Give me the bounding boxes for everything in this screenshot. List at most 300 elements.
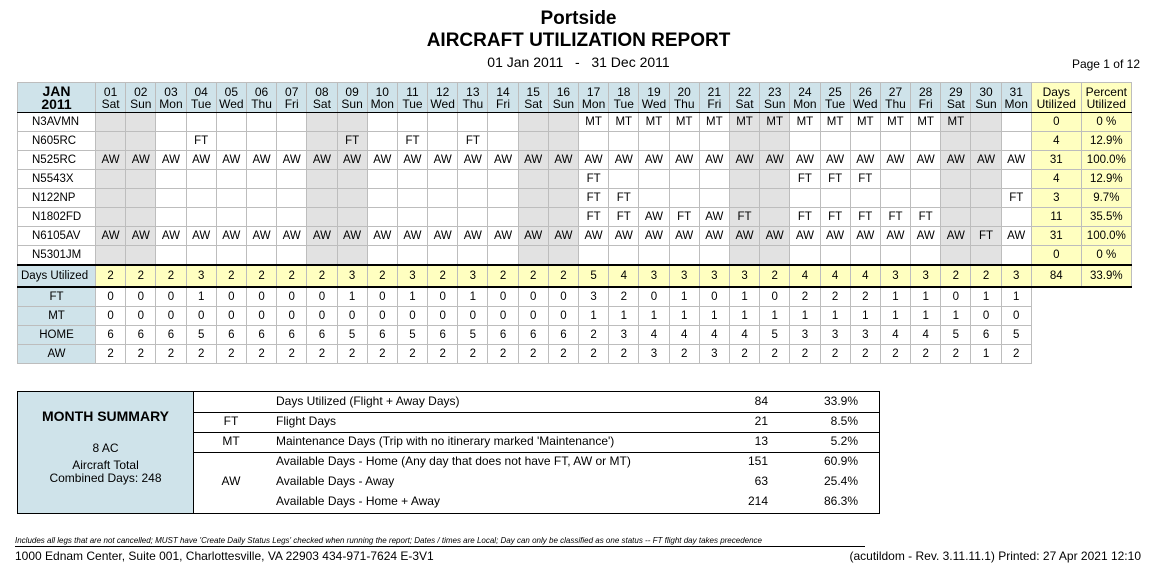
page-number: Page 1 of 12: [1071, 57, 1140, 71]
status-count-cell: 2: [820, 287, 850, 307]
days-utilized-cell: 2: [428, 265, 458, 287]
day-status-cell: [669, 170, 699, 189]
day-status-cell: [729, 132, 759, 151]
day-header: [941, 83, 971, 113]
days-utilized-cell: 2: [246, 265, 276, 287]
day-status-cell: AW: [699, 208, 729, 227]
summary-days: 151: [747, 454, 768, 468]
status-count-cell: 5: [1001, 326, 1031, 345]
day-status-cell: AW: [760, 151, 790, 170]
status-count-cell: 6: [307, 326, 337, 345]
day-status-cell: [941, 208, 971, 227]
days-utilized-cell: 4: [820, 265, 850, 287]
day-status-cell: [699, 246, 729, 266]
day-status-cell: AW: [911, 151, 941, 170]
day-status-cell: AW: [307, 151, 337, 170]
spacer: [1031, 326, 1081, 345]
day-status-cell: [307, 246, 337, 266]
status-count-cell: 2: [186, 345, 216, 364]
day-status-cell: [880, 246, 910, 266]
day-status-cell: [96, 246, 126, 266]
day-status-cell: FT: [729, 208, 759, 227]
day-number: 30: [979, 84, 993, 99]
day-status-cell: [307, 208, 337, 227]
day-status-cell: AW: [579, 151, 609, 170]
day-status-cell: MT: [609, 113, 639, 132]
day-status-cell: [397, 189, 427, 208]
day-status-cell: AW: [277, 227, 307, 246]
day-status-cell: [337, 189, 367, 208]
day-status-cell: [699, 132, 729, 151]
days-utilized-cell: 2: [941, 265, 971, 287]
day-status-cell: [246, 208, 276, 227]
day-status-cell: [216, 170, 246, 189]
days-utilized-cell: 2: [518, 265, 548, 287]
day-status-cell: [428, 170, 458, 189]
day-status-cell: [1001, 113, 1031, 132]
aircraft-row: [18, 132, 1132, 151]
status-count-cell: 2: [126, 345, 156, 364]
status-count-cell: 1: [669, 287, 699, 307]
status-count-cell: 1: [790, 307, 820, 326]
days-utilized-cell: 3: [880, 265, 910, 287]
day-status-cell: AW: [518, 227, 548, 246]
day-status-cell: [488, 170, 518, 189]
days-utilized-cell: 5: [579, 265, 609, 287]
day-status-cell: AW: [488, 227, 518, 246]
day-status-cell: [699, 170, 729, 189]
day-status-cell: [971, 132, 1001, 151]
day-status-cell: AW: [790, 151, 820, 170]
aircraft-row: [18, 170, 1132, 189]
day-status-cell: [729, 170, 759, 189]
day-number: 19: [647, 84, 661, 99]
status-count-cell: 1: [850, 307, 880, 326]
day-status-cell: [820, 246, 850, 266]
day-status-cell: [277, 208, 307, 227]
status-count-cell: 1: [186, 287, 216, 307]
status-count-cell: 2: [518, 345, 548, 364]
aircraft-percent-utilized: 100.0%: [1081, 151, 1131, 170]
days-utilized-cell: 3: [1001, 265, 1031, 287]
day-weekday: Tue: [824, 96, 846, 111]
day-weekday: Wed: [430, 96, 455, 111]
days-utilized-cell: 2: [367, 265, 397, 287]
aircraft-tail: N5543X: [18, 170, 96, 189]
report-title: AIRCRAFT UTILIZATION REPORT: [426, 30, 731, 51]
summary-code: FT: [223, 414, 239, 428]
day-status-cell: [428, 113, 458, 132]
day-status-cell: [639, 189, 669, 208]
day-status-cell: [126, 132, 156, 151]
status-count-cell: 1: [397, 287, 427, 307]
summary-description: Maintenance Days (Trip with no itinerary marked 'Maintenance'): [276, 434, 615, 448]
days-utilized-percent: 33.9%: [1081, 265, 1131, 287]
status-count-cell: 6: [367, 326, 397, 345]
day-header: [639, 83, 669, 113]
day-header: [367, 83, 397, 113]
day-status-cell: [548, 170, 578, 189]
day-header: [397, 83, 427, 113]
spacer: [1081, 307, 1131, 326]
day-number: 05: [224, 84, 239, 99]
day-status-cell: AW: [307, 227, 337, 246]
day-status-cell: [458, 170, 488, 189]
day-weekday: Mon: [581, 96, 606, 111]
day-status-cell: FT: [880, 208, 910, 227]
day-status-cell: [760, 189, 790, 208]
days-utilized-cell: 3: [911, 265, 941, 287]
status-count-cell: 1: [880, 287, 910, 307]
status-count-cell: 1: [729, 307, 759, 326]
status-count-cell: 0: [971, 307, 1001, 326]
status-count-cell: 2: [216, 345, 246, 364]
status-count-cell: 0: [548, 307, 578, 326]
status-count-cell: 6: [971, 326, 1001, 345]
status-count-cell: 2: [820, 345, 850, 364]
day-status-cell: [96, 113, 126, 132]
status-count-cell: 0: [428, 307, 458, 326]
day-status-cell: [518, 170, 548, 189]
day-status-cell: [186, 189, 216, 208]
day-header: [458, 83, 488, 113]
status-count-cell: 2: [548, 345, 578, 364]
status-label: AW: [18, 345, 96, 364]
day-status-cell: AW: [156, 227, 186, 246]
day-status-cell: [488, 189, 518, 208]
summary-percent: 25.4%: [823, 474, 858, 488]
status-count-cell: 3: [639, 345, 669, 364]
footer-printed: (acutildom - Rev. 3.11.11.1) Printed: 27 Apr 2021 12:10: [849, 549, 1141, 563]
day-weekday: Wed: [641, 96, 667, 111]
day-status-cell: [156, 113, 186, 132]
status-count-cell: 2: [790, 287, 820, 307]
day-status-cell: [96, 170, 126, 189]
day-header: [337, 83, 367, 113]
percent-utilized-header: Percent Utilized: [1081, 83, 1131, 113]
day-status-cell: [277, 246, 307, 266]
day-status-cell: [760, 246, 790, 266]
summary-days: 214: [747, 494, 768, 508]
summary-divider: [193, 412, 879, 413]
day-status-cell: [277, 170, 307, 189]
aircraft-percent-utilized: 0 %: [1081, 113, 1131, 132]
day-status-cell: [1001, 132, 1031, 151]
day-status-cell: [548, 189, 578, 208]
status-count-cell: 0: [307, 287, 337, 307]
day-status-cell: AW: [397, 151, 427, 170]
status-count-cell: 3: [850, 326, 880, 345]
day-status-cell: [579, 246, 609, 266]
day-status-cell: AW: [548, 151, 578, 170]
day-status-cell: [246, 246, 276, 266]
day-header: [729, 83, 759, 113]
day-status-cell: AW: [488, 151, 518, 170]
days-utilized-cell: 4: [850, 265, 880, 287]
day-status-cell: [428, 189, 458, 208]
day-weekday: Mon: [159, 96, 183, 111]
day-weekday: Sat: [312, 96, 331, 111]
day-header: [850, 83, 880, 113]
day-status-cell: FT: [397, 132, 427, 151]
day-status-cell: [850, 189, 880, 208]
company-name: Portside: [540, 8, 617, 29]
day-status-cell: AW: [880, 151, 910, 170]
summary-percent: 60.9%: [823, 454, 858, 468]
day-status-cell: [126, 246, 156, 266]
day-number: 22: [737, 84, 752, 99]
day-status-cell: AW: [699, 151, 729, 170]
day-header: [518, 83, 548, 113]
day-weekday: Fri: [496, 96, 511, 111]
date-start: 01 Jan 2011: [487, 54, 564, 70]
status-count-cell: 0: [488, 287, 518, 307]
day-status-cell: [397, 246, 427, 266]
day-status-cell: [397, 113, 427, 132]
day-status-cell: [428, 132, 458, 151]
day-status-cell: MT: [941, 113, 971, 132]
status-count-cell: 1: [941, 307, 971, 326]
status-count-cell: 2: [337, 345, 367, 364]
day-status-cell: AW: [1001, 151, 1031, 170]
day-status-cell: [880, 189, 910, 208]
day-weekday: Sun: [975, 96, 997, 111]
day-status-cell: MT: [820, 113, 850, 132]
day-status-cell: [216, 113, 246, 132]
status-count-cell: 2: [850, 287, 880, 307]
days-utilized-cell: 3: [669, 265, 699, 287]
summary-percent: 8.5%: [830, 414, 858, 428]
day-header: [579, 83, 609, 113]
day-status-cell: [397, 170, 427, 189]
day-status-cell: [548, 113, 578, 132]
day-status-cell: MT: [850, 113, 880, 132]
day-status-cell: [216, 208, 246, 227]
aircraft-row: [18, 189, 1132, 208]
day-status-cell: AW: [850, 151, 880, 170]
summary-percent: 86.3%: [823, 494, 858, 508]
status-count-cell: 2: [277, 345, 307, 364]
day-status-cell: FT: [337, 132, 367, 151]
summary-percent: 33.9%: [823, 394, 858, 408]
status-count-cell: 2: [609, 345, 639, 364]
day-status-cell: [246, 189, 276, 208]
day-status-cell: [156, 208, 186, 227]
day-status-cell: [277, 113, 307, 132]
day-status-cell: [337, 113, 367, 132]
day-status-cell: AW: [458, 151, 488, 170]
day-status-cell: [126, 189, 156, 208]
aircraft-percent-utilized: 0 %: [1081, 246, 1131, 266]
day-status-cell: AW: [337, 227, 367, 246]
days-utilized-cell: 4: [609, 265, 639, 287]
status-count-row: [18, 326, 1132, 345]
summary-days: 84: [754, 394, 768, 408]
day-status-cell: [880, 170, 910, 189]
day-status-cell: AW: [971, 151, 1001, 170]
day-status-cell: FT: [609, 189, 639, 208]
aircraft-count: 8 AC: [92, 441, 119, 455]
day-status-cell: [518, 208, 548, 227]
day-status-cell: [246, 132, 276, 151]
day-header: [216, 83, 246, 113]
day-status-cell: AW: [609, 151, 639, 170]
day-header: [488, 83, 518, 113]
day-status-cell: [518, 132, 548, 151]
day-number: 14: [496, 84, 510, 99]
status-count-cell: 0: [96, 307, 126, 326]
day-status-cell: [518, 113, 548, 132]
status-count-cell: 3: [579, 287, 609, 307]
aircraft-row: [18, 113, 1132, 132]
day-status-cell: AW: [639, 151, 669, 170]
day-status-cell: AW: [850, 227, 880, 246]
status-count-cell: 2: [246, 345, 276, 364]
status-count-cell: 0: [216, 307, 246, 326]
day-weekday: Tue: [402, 96, 423, 111]
day-weekday: Thu: [885, 96, 906, 111]
day-status-cell: AW: [367, 151, 397, 170]
day-status-cell: [911, 189, 941, 208]
day-number: 18: [617, 84, 631, 99]
day-status-cell: [96, 208, 126, 227]
days-utilized-cell: 2: [216, 265, 246, 287]
day-status-cell: AW: [96, 151, 126, 170]
status-count-cell: 2: [579, 326, 609, 345]
day-status-cell: [246, 170, 276, 189]
day-weekday: Sun: [341, 96, 363, 111]
aircraft-days-utilized: 3: [1031, 189, 1081, 208]
summary-row: [18, 414, 879, 434]
day-status-cell: [428, 208, 458, 227]
day-number: 16: [556, 84, 571, 99]
day-status-cell: [639, 132, 669, 151]
day-status-cell: [156, 189, 186, 208]
day-number: 04: [194, 84, 208, 99]
status-count-cell: 0: [518, 307, 548, 326]
days-utilized-cell: 3: [458, 265, 488, 287]
day-status-cell: AW: [911, 227, 941, 246]
aircraft-row: [18, 208, 1132, 227]
day-status-cell: [971, 246, 1001, 266]
day-number: 20: [677, 84, 691, 99]
aircraft-total-label: Aircraft Total: [72, 458, 139, 472]
status-count-cell: 0: [246, 287, 276, 307]
day-status-cell: FT: [579, 208, 609, 227]
day-header: [156, 83, 186, 113]
status-count-cell: 0: [367, 307, 397, 326]
status-count-cell: 2: [790, 345, 820, 364]
days-utilized-label: Days Utilized: [18, 265, 96, 287]
day-status-cell: AW: [458, 227, 488, 246]
aircraft-days-utilized: 31: [1031, 151, 1081, 170]
day-weekday: Wed: [853, 96, 878, 111]
status-count-cell: 0: [428, 287, 458, 307]
day-status-cell: FT: [609, 208, 639, 227]
combined-days: Combined Days: 248: [49, 471, 162, 485]
day-status-cell: FT: [971, 227, 1001, 246]
aircraft-row: [18, 227, 1132, 246]
day-status-cell: MT: [729, 113, 759, 132]
day-status-cell: [488, 246, 518, 266]
aircraft-days-utilized: 0: [1031, 246, 1081, 266]
month-year: 2011: [41, 95, 72, 112]
day-status-cell: FT: [579, 170, 609, 189]
day-header: [307, 83, 337, 113]
status-count-cell: 1: [579, 307, 609, 326]
day-status-cell: [186, 246, 216, 266]
day-status-cell: [307, 132, 337, 151]
status-label: FT: [18, 287, 96, 307]
status-count-cell: 0: [337, 307, 367, 326]
status-count-cell: 0: [216, 287, 246, 307]
status-count-cell: 0: [458, 307, 488, 326]
day-status-cell: AW: [126, 151, 156, 170]
day-weekday: Thu: [462, 96, 484, 111]
day-header: [246, 83, 276, 113]
days-utilized-row: [18, 265, 1132, 287]
summary-divider: [193, 452, 879, 453]
day-status-cell: AW: [428, 227, 458, 246]
days-utilized-cell: 3: [397, 265, 427, 287]
day-status-cell: MT: [880, 113, 910, 132]
days-utilized-cell: 2: [307, 265, 337, 287]
day-status-cell: AW: [699, 227, 729, 246]
status-count-cell: 1: [337, 287, 367, 307]
day-number: 09: [345, 84, 359, 99]
day-number: 27: [888, 84, 903, 99]
day-status-cell: [156, 246, 186, 266]
day-status-cell: [337, 246, 367, 266]
day-number: 06: [254, 84, 269, 99]
day-header: [548, 83, 578, 113]
status-count-cell: 0: [367, 287, 397, 307]
month-summary: [17, 391, 880, 514]
day-header: [820, 83, 850, 113]
status-count-cell: 5: [458, 326, 488, 345]
status-count-cell: 2: [156, 345, 186, 364]
status-count-row: [18, 345, 1132, 364]
status-count-cell: 0: [186, 307, 216, 326]
day-weekday: Mon: [1004, 96, 1028, 111]
status-count-cell: 3: [820, 326, 850, 345]
days-utilized-cell: 3: [337, 265, 367, 287]
day-status-cell: [1001, 170, 1031, 189]
day-weekday: Sun: [764, 96, 786, 111]
day-status-cell: [850, 246, 880, 266]
day-status-cell: AW: [186, 227, 216, 246]
month-name: JAN: [42, 82, 71, 99]
day-status-cell: [367, 189, 397, 208]
status-count-cell: 2: [669, 345, 699, 364]
day-status-cell: AW: [397, 227, 427, 246]
status-count-cell: 4: [669, 326, 699, 345]
day-status-cell: [337, 170, 367, 189]
day-status-cell: [96, 132, 126, 151]
day-number: 25: [828, 84, 842, 99]
day-weekday: Sun: [130, 96, 152, 111]
day-status-cell: [609, 170, 639, 189]
aircraft-percent-utilized: 12.9%: [1081, 132, 1131, 151]
day-status-cell: [941, 189, 971, 208]
day-header: [880, 83, 910, 113]
day-status-cell: AW: [156, 151, 186, 170]
status-count-cell: 0: [488, 307, 518, 326]
day-number: 08: [315, 84, 329, 99]
summary-divider: [193, 432, 879, 433]
days-utilized-cell: 2: [488, 265, 518, 287]
day-status-cell: [337, 208, 367, 227]
